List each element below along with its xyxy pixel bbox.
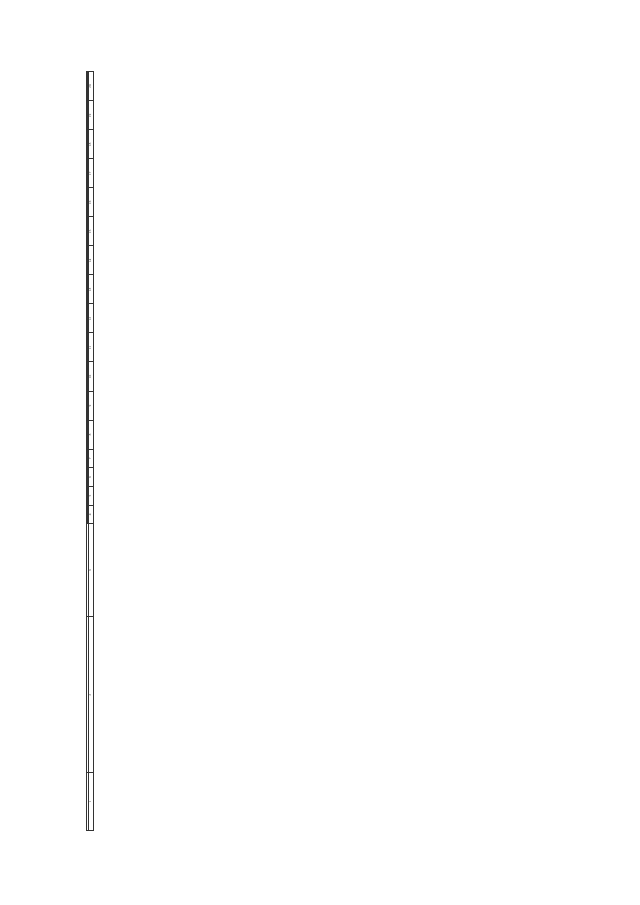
budget-table (86, 71, 554, 831)
column-number: 6 (89, 468, 94, 487)
column-number: 19 (89, 101, 94, 130)
column-number: 8 (89, 420, 94, 449)
column-number: 20 (89, 72, 94, 101)
column-number: 9 (89, 391, 94, 420)
column-number: 12 (89, 304, 94, 333)
column-number: 7 (89, 449, 94, 468)
column-number: 4 (89, 505, 94, 524)
column-number: 3 (89, 524, 94, 617)
column-number: 2 (89, 617, 94, 772)
table-body (93, 72, 553, 831)
column-number: 1 (89, 772, 94, 830)
column-number: 15 (89, 217, 94, 246)
rotated-sheet (86, 71, 554, 831)
column-number: 13 (89, 275, 94, 304)
column-number: 17 (89, 159, 94, 188)
column-number: 16 (89, 188, 94, 217)
column-number: 10 (89, 362, 94, 391)
column-number-row (89, 72, 94, 831)
column-number: 5 (89, 486, 94, 505)
column-number: 18 (89, 130, 94, 159)
column-number: 14 (89, 246, 94, 275)
column-number: 11 (89, 333, 94, 362)
